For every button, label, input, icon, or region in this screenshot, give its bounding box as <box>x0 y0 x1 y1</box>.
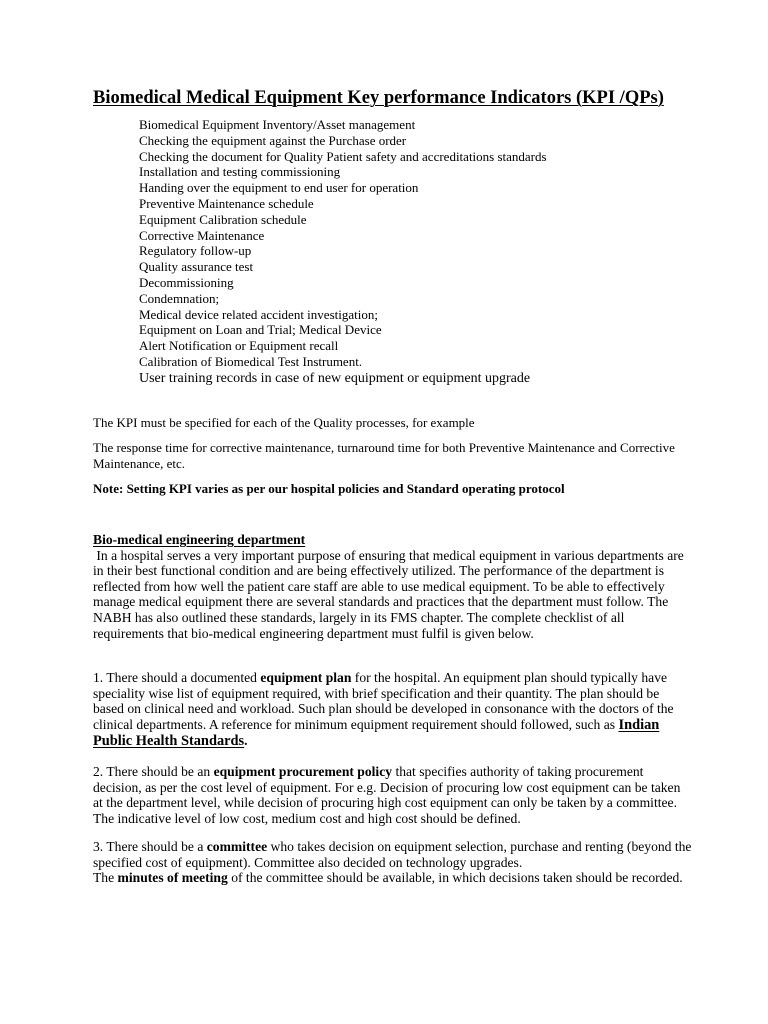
kpi-text: Equipment Calibration schedule <box>139 211 307 227</box>
kpi-note: Note: Setting KPI varies as per our hospital policies and Standard operating protocol <box>93 481 565 496</box>
point-2-text: that specifies authority of taking procurement decision, as per the cost level of equipment. For e.g. Decision of procuring low cost equipment can be taken at the department level, while decision of procuring high cost equipment can only be taken by a committee. The indicative level of low cost, medium cost and high cost should be defined. <box>93 764 681 826</box>
point-3-text: who takes decision on equipment selection, purchase and renting (beyond the specified cost of equipment). Committee also decided on technology upgrades. <box>93 839 692 870</box>
point-2-text: 2. There should be an <box>93 764 214 779</box>
kpi-text: Preventive Maintenance schedule <box>139 195 314 211</box>
kpi-text: Calibration of Biomedical Test Instrument. <box>139 353 363 369</box>
indian-public-health-standards-link[interactable]: Indian Public Health Standards <box>93 716 660 750</box>
point-1-text: for the hospital. An equipment plan should typically have speciality wise list of equipment required, with brief specification and their quantity. The plan should be based on clinical need and workload. Such plan should be developed in consonance with the doctors of the clinical departments. A reference for minimum equipment requirement should followed, such as <box>93 670 674 732</box>
section-intro: In a hospital serves a very important purpose of ensuring that medical equipment in various departments are in their best functional condition and are being effectively utilized. The performance of the department is reflected from how well the patient care staff are able to use medical equipment. To be able to effectively manage medical equipment there are several standards and practices that the department must follow. The NABH has also outlined these standards, largely in its FMS chapter. The complete checklist of all requirements that bio-medical engineering department must fulfil is given below. <box>93 547 688 641</box>
point-1-end: . <box>244 733 248 749</box>
document-title: Biomedical Medical Equipment Key performance Indicators (KPI /QPs) <box>93 88 664 108</box>
point-3-text: of the committee should be available, in which decisions taken should be recorded. <box>227 870 683 886</box>
point-1 <box>93 670 693 750</box>
kpi-text: Decommissioning <box>139 274 234 290</box>
point-3-text: 3. There should be a <box>93 839 207 854</box>
kpi-example: The response time for corrective maintenance, turnaround time for both Preventive Maintenance and Corrective Maintenance, etc. <box>93 440 675 471</box>
kpi-text: Equipment on Loan and Trial; Medical Device <box>139 322 382 338</box>
kpi-text: Regulatory follow-up <box>139 243 252 259</box>
section-biomedical-department <box>93 532 693 641</box>
point-2 <box>93 764 693 826</box>
point-3-bold: committee <box>206 839 268 854</box>
kpi-text: Checking the equipment against the Purchase order <box>139 132 407 148</box>
kpi-text: Corrective Maintenance <box>139 227 265 243</box>
kpi-text: Quality assurance test <box>139 259 254 275</box>
kpi-text: Handing over the equipment to end user for operation <box>139 180 419 196</box>
kpi-text: Alert Notification or Equipment recall <box>139 338 339 354</box>
kpi-text: Installation and testing commissioning <box>139 164 341 180</box>
kpi-intro: The KPI must be specified for each of the Quality processes, for example <box>93 415 475 430</box>
kpi-text: Medical device related accident investigation; <box>139 306 378 322</box>
point-2-bold: equipment procurement policy <box>213 764 393 779</box>
section-heading: Bio-medical engineering department <box>93 532 306 547</box>
kpi-text: Checking the document for Quality Patient safety and accreditations standards <box>139 148 547 164</box>
point-1-text: 1. There should a documented <box>93 670 261 685</box>
point-3 <box>93 839 693 886</box>
kpi-text: Condemnation; <box>139 290 220 306</box>
point-1-bold: equipment plan <box>260 670 352 685</box>
kpi-text: Biomedical Equipment Inventory/Asset management <box>139 117 416 132</box>
kpi-text: User training records in case of new equipment or equipment upgrade <box>139 370 531 386</box>
point-3-bold: minutes of meeting <box>117 870 228 886</box>
point-3-text: The <box>93 870 118 886</box>
